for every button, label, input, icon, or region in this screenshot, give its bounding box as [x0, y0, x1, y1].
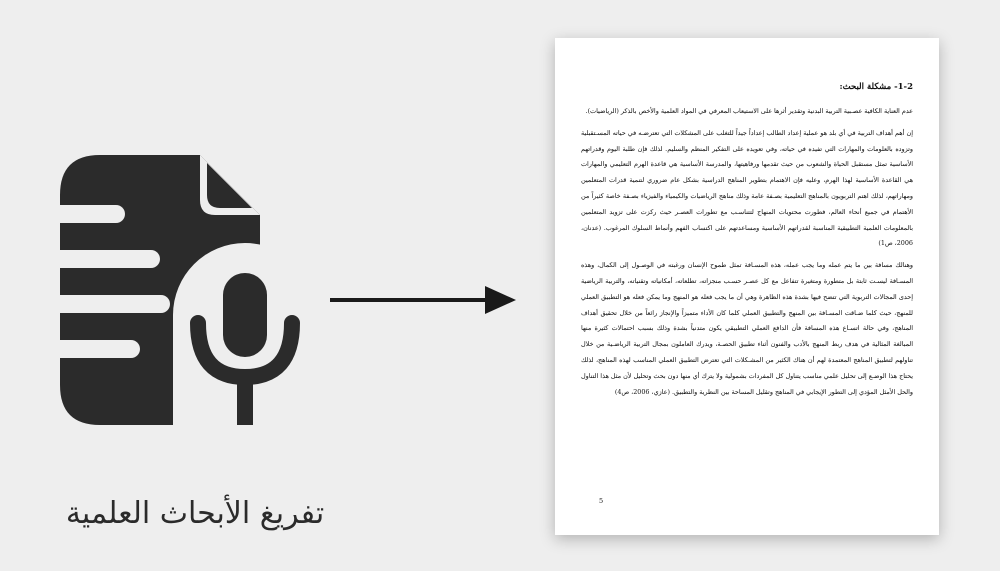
- document-microphone-icon: [60, 155, 300, 425]
- page-number: 5: [599, 497, 604, 505]
- document-page: [555, 38, 939, 535]
- document-paragraph: وهنالك مسافة بين ما يتم عمله وما يجب عمله، هذه المسـافة تمثل طموح الإنسان ورغبته في الوصـول إلى الكمال، وهذه المسـافة ليسـت ثابتة بل متطورة ومتغيرة تتفاعل مع كل عصـر حسـب منجزاته، تطلعاته، أمكانياته وتقنياته، والتربية الرياضية إحدى المجالات التربوية التي تتضح فيها بشدة هذه الظاهرة وهي أن ما يجب فعله هو المنهج وما يمكن فعله هو التطبيق العملي للمنهج، حيث كلما ضـاقت المسـافة بين المنهج والتطبيق العملي كلما كان الأداء متميزاً والإنجاز رائعاً من خلال تحقيق أهداف المناهج، وفي حالة اتسـاع هذه المسافة فأن الدافع العملي التطبيقي يكون متدنياً بشدة وذلك بسبب احتمالات كثيرة منها المبالغة المثالية في هدف ربط المنهج بالأدب والفنون أثناء تطبيق الحصـة، ويدرك العاملون بمجال التربية الرياضـية من خلال تناولهم لتطبيق المناهج المعتمدة لهم أن هناك الكثير من المشـكلات التي تعترض التطبيق العملي المناسب لهذه المناهج، لذلك يحتاج هذا الوضـع إلى تحليل علمي مناسب يتناول كل المفردات بشمولية ولا يترك أي منها دون بحث وتحليل لأن مثل هذا التناول والحل الأمثل المؤدي إلى التطور الإيجابي في المناهج وتقليل المساحة بين النظرية والتطبيق. (عازي، 2006، ص4): [581, 261, 913, 396]
- document-paragraph: عدم العناية الكافية عصـبية التربية البدنية وتقدير أثرها على الاستيعاب المعرفي في المواد العلمية والأخص بالذكر (الرياضيات).: [585, 107, 913, 115]
- document-paragraph: إن أهم أهداف التربية في أي بلد هو عملية إعداد الطالب إعداداً جيداً للتغلب على المشكلات التي تعترضـه في حياته المسـتقبلية وتزوده بالعلومات والمهارات التي تفيده في حياته، وفي تعويده على التفكير المنظم والسليم. لذلك فإن طلبة اليوم وقدراتهم الأساسية تمثل مستقبل الحياة والشعوب من حيث تقدمها ورفاهيتها، والمدرسة الأساسية هي قاعدة الهرم التعليمي والمهارات هي القاعدة الأساسية لهذا الهرم، وعليه فإن الاهتمام بتطوير المناهج الدراسية بشكل عام ضروري لتنمية قدرات المتعلمين ومهاراتهم، لذلك اهتم التربويون بالمناهج التعليمية بصـفة عامة وذلك مناهج الرياضيات والكيمياء والفيزياء بصـفة خاصة كثيراً من الأهتمام في جميع أنحاء العالم، فطورت محتويات المنهاج لتتناسـب مع تطورات العصـر حيث ركزت على تزويد المتعلمين بالمعلومات العلمية التطبيقية المناسبة لقدراتهم الأساسية ومساعدتهم على اكتساب الفهم وأنماط السلوك المرغوب. (عدنان، 2006، ص1): [581, 128, 913, 248]
- document-heading: 1-2- مشكلة البحث:: [839, 82, 913, 92]
- caption-title: تفريغ الأبحاث العلمية: [65, 496, 325, 531]
- arrow-right-icon: [330, 280, 520, 320]
